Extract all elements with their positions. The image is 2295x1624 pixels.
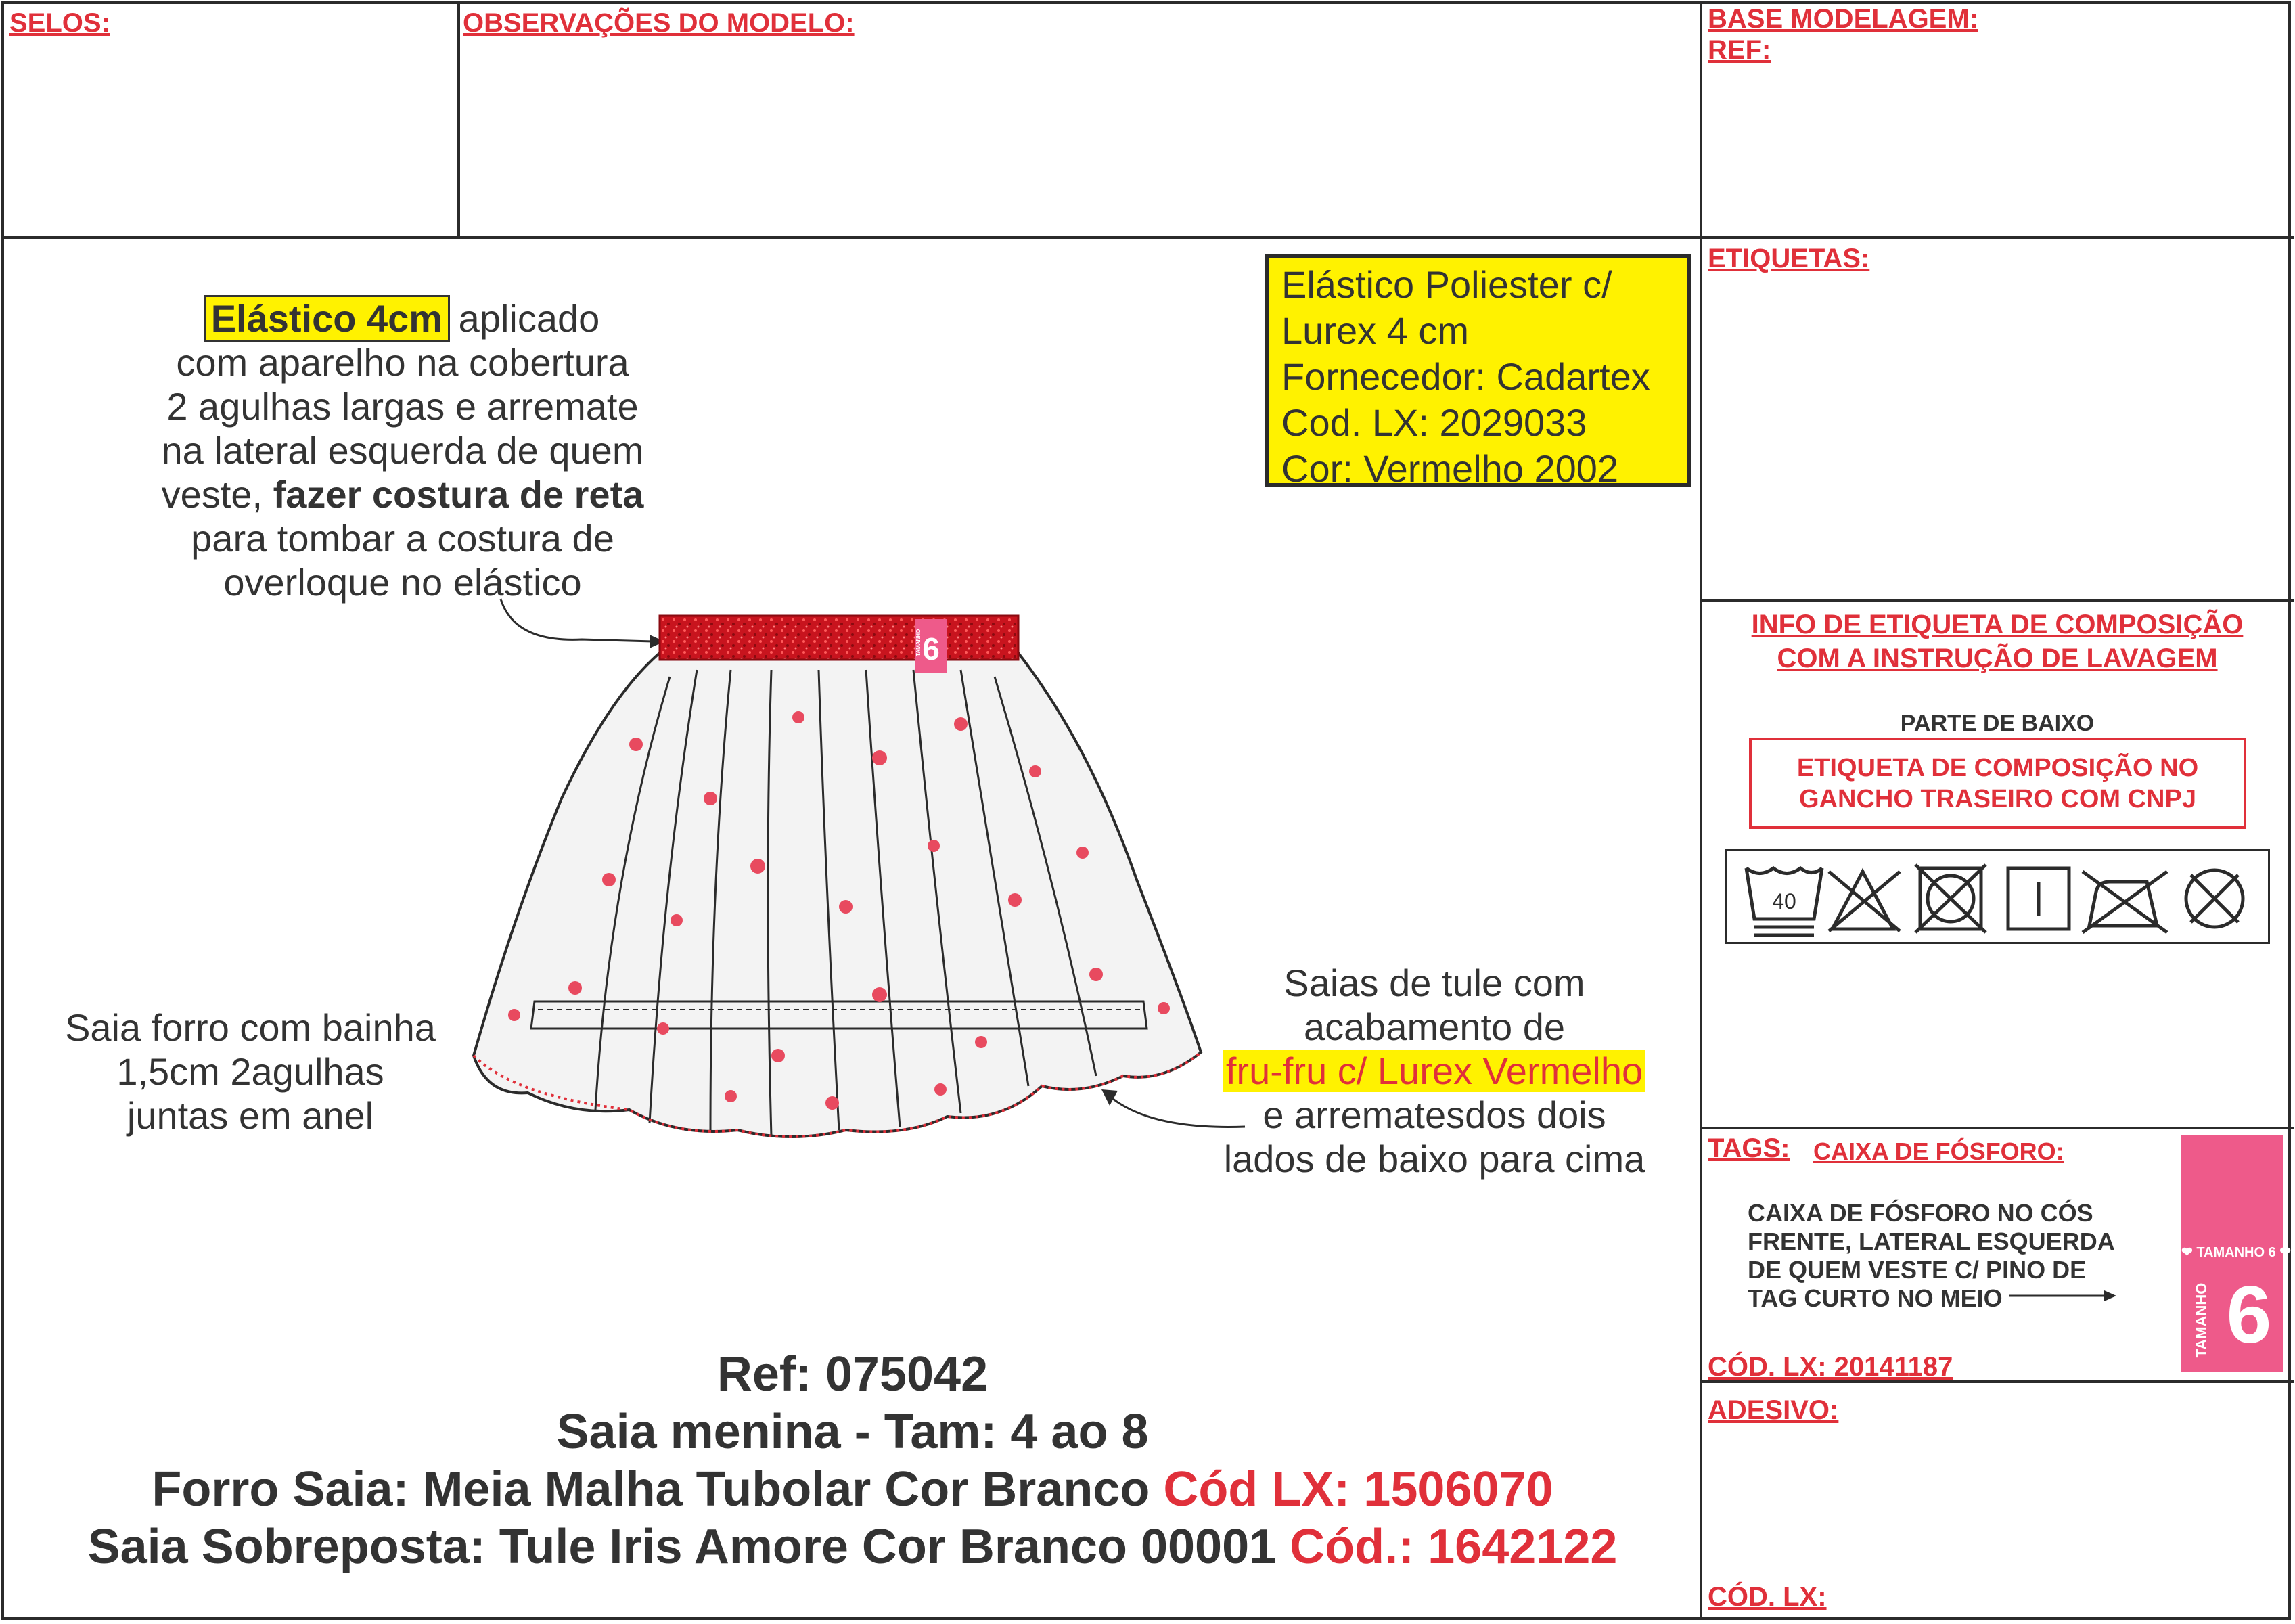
spec-line1: Elástico Poliester c/	[1281, 263, 1612, 306]
spec-line2: Lurex 4 cm	[1281, 309, 1469, 352]
forro-code: Cód LX: 1506070	[1163, 1462, 1553, 1516]
waist-tag-label: TAMANHO	[915, 629, 922, 656]
no-tumble-dry-icon	[1915, 865, 1986, 932]
size-tag-label: TAMANHO	[2193, 1282, 2210, 1358]
composition-label-box	[1749, 738, 2246, 829]
tulle-line5: lados de baixo para cima	[1223, 1137, 1645, 1180]
adesivo-label: ADESIVO:	[1708, 1395, 1839, 1425]
tulle-highlight: fru-fru c/ Lurex Vermelho	[1223, 1050, 1645, 1092]
skirt-body	[474, 653, 1201, 1137]
lining-line2: 1,5cm 2agulhas	[116, 1050, 384, 1093]
care-instructions-box	[1725, 849, 2270, 944]
forro-text: Forro Saia: Meia Malha Tubolar Cor Branco	[152, 1462, 1164, 1516]
caixa-fosforo-label: CAIXA DE FÓSFORO:	[1813, 1137, 2064, 1165]
info-etiqueta-title	[1702, 608, 2292, 675]
ref-label: REF:	[1708, 35, 1771, 65]
selos-label: SELOS:	[9, 8, 110, 38]
waist-tag-number: 6	[922, 631, 940, 667]
wash-temp-text: 40	[1772, 889, 1796, 914]
etiquetas-label: ETIQUETAS:	[1708, 244, 1870, 273]
tulle-line2: acabamento de	[1303, 1006, 1566, 1048]
footer-sobreposta	[0, 1519, 1705, 1575]
spec-line5: Cor: Vermelho 2002	[1281, 447, 1619, 490]
composition-line1: ETIQUETA DE COMPOSIÇÃO NO	[1796, 753, 2199, 782]
spec-line3: Fornecedor: Cadartex	[1281, 355, 1650, 398]
base-modelagem-label: BASE MODELAGEM:	[1708, 4, 1978, 34]
size-tag-number: 6	[2226, 1269, 2272, 1360]
no-dry-clean-icon	[2186, 870, 2243, 927]
tulle-arrow-icon	[1110, 1096, 1245, 1127]
elastic-line2: com aparelho na cobertura	[176, 341, 629, 384]
cod-lx-tag: CÓD. LX: 20141187	[1708, 1352, 1953, 1382]
tulle-line4: e arrematesdos dois	[1263, 1093, 1606, 1136]
tulle-line1: Saias de tule com	[1283, 962, 1585, 1004]
elastic-line5-bold: fazer costura de reta	[273, 473, 644, 516]
elastic-arrow-icon	[501, 599, 653, 641]
elastic-line1: aplicado	[448, 297, 600, 340]
parte-de-baixo-label: PARTE DE BAIXO	[1900, 710, 2095, 736]
tag-text-line3: DE QUEM VESTE C/ PINO DE	[1748, 1256, 2087, 1284]
sobreposta-text: Saia Sobreposta: Tule Iris Amore Cor Branco 00001	[87, 1520, 1290, 1574]
size-tag-top-text: ❤ TAMANHO 6 ❤	[2181, 1245, 2292, 1260]
tag-arrow-icon	[2009, 1286, 2118, 1306]
sobreposta-code: Cód.: 1642122	[1290, 1520, 1618, 1574]
elastic-highlight: Elástico 4cm	[206, 297, 448, 340]
etiquetas-divider	[1700, 599, 2294, 602]
observacoes-label: OBSERVAÇÕES DO MODELO:	[463, 8, 855, 38]
composition-line2: GANCHO TRASEIRO COM CNPJ	[1799, 784, 2196, 813]
elastic-line5-pre: veste,	[161, 473, 273, 516]
elastic-line6: para tombar a costura de	[191, 517, 614, 560]
glitter-waistband	[660, 616, 1018, 660]
size-tag-card	[2181, 1135, 2292, 1372]
tag-text-line2: FRENTE, LATERAL ESQUERDA	[1748, 1227, 2115, 1255]
tag-text-line1: CAIXA DE FÓSFORO NO CÓS	[1748, 1199, 2093, 1227]
tag-text-line4: TAG CURTO NO MEIO	[1748, 1284, 2003, 1312]
lining-line1: Saia forro com bainha	[65, 1006, 436, 1049]
elastic-line7: overloque no elástico	[223, 561, 582, 604]
info-title-line2: COM A INSTRUÇÃO DE LAVAGEM	[1777, 644, 2218, 673]
no-bleach-icon	[1829, 872, 1900, 931]
info-title-line1: INFO DE ETIQUETA DE COMPOSIÇÃO	[1751, 610, 2244, 639]
spec-line4: Cod. LX: 2029033	[1281, 401, 1587, 444]
elastic-line3: 2 agulhas largas e arremate	[166, 385, 639, 428]
footer-desc: Saia menina - Tam: 4 ao 8	[556, 1405, 1149, 1459]
lining-line3: juntas em anel	[127, 1094, 374, 1137]
care-symbols	[1727, 851, 2272, 946]
cod-lx-adesivo: CÓD. LX:	[1708, 1582, 1827, 1612]
info-divider	[1700, 1127, 2294, 1129]
elastic-line4: na lateral esquerda de quem	[161, 429, 644, 472]
tags-label: TAGS:	[1708, 1133, 1790, 1163]
footer-forro	[0, 1462, 1705, 1517]
no-iron-icon	[2083, 872, 2167, 932]
line-dry-icon	[2008, 868, 2069, 929]
footer-ref: Ref: 075042	[717, 1347, 989, 1401]
